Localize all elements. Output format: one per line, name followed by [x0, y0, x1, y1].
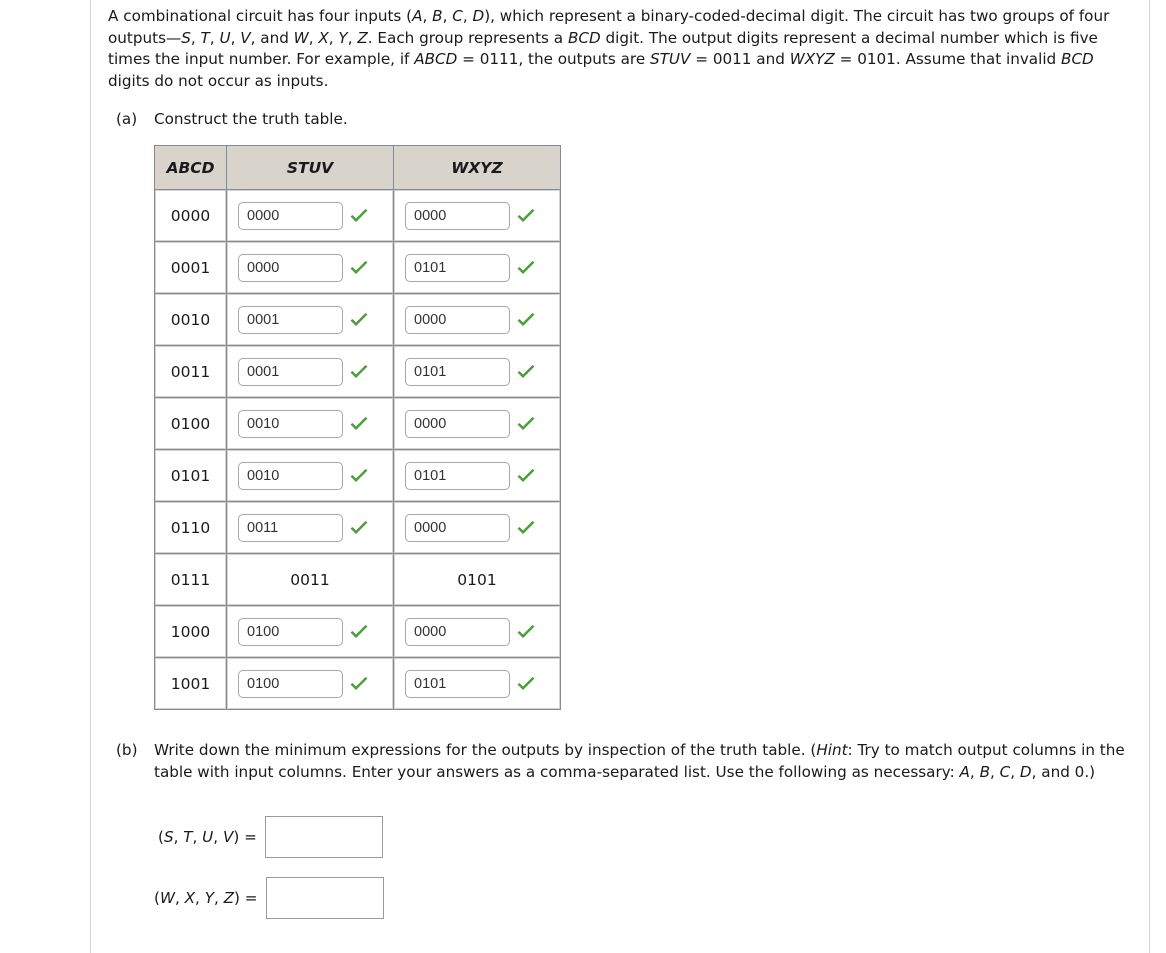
stuv-answer-input[interactable]: 0000 — [238, 202, 343, 230]
input-abcd-cell: 0101 — [155, 450, 227, 502]
wxyz-cell — [394, 606, 561, 658]
stuv-answer-input[interactable]: 0100 — [238, 670, 343, 698]
stuv-expression-input[interactable] — [265, 816, 383, 858]
checkmark-icon — [516, 260, 536, 276]
stuv-expression-row — [158, 816, 383, 858]
checkmark-icon — [516, 520, 536, 536]
problem-statement: A combinational circuit has four inputs (A, B, C, D), which represent a binary-coded-decimal digit. The circuit has two groups of four outputs—S, T, U, V, and W, X, Y, Z. Each group represents a BCD digit. The output digits represent a decimal number which is five times the input number. For example, if ABCD = 0111, the outputs are STUV = 0011 and WXYZ = 0101. Assume that invalid BCD digits do not occur as inputs. — [108, 7, 1110, 90]
input-abcd-cell: 0110 — [155, 502, 227, 554]
checkmark-icon — [516, 468, 536, 484]
table-row — [155, 450, 561, 502]
wxyz-expression-input[interactable] — [266, 877, 384, 919]
checkmark-icon — [516, 208, 536, 224]
checkmark-icon — [349, 312, 369, 328]
checkmark-icon — [516, 624, 536, 640]
stuv-expression-label: (S, T, U, V) = — [158, 828, 257, 846]
table-row — [155, 554, 561, 606]
wxyz-cell — [394, 658, 561, 710]
checkmark-icon — [349, 468, 369, 484]
part-b — [116, 740, 1136, 783]
table-row — [155, 294, 561, 346]
stuv-cell — [227, 190, 394, 242]
stuv-answer-input[interactable]: 0001 — [238, 306, 343, 334]
checkmark-icon — [516, 676, 536, 692]
wxyz-cell — [394, 502, 561, 554]
table-row — [155, 346, 561, 398]
header-stuv: STUV — [227, 146, 394, 190]
wxyz-answer-input[interactable]: 0000 — [405, 514, 510, 542]
wxyz-answer-input[interactable]: 0000 — [405, 202, 510, 230]
table-header-row — [155, 146, 561, 190]
checkmark-icon — [349, 416, 369, 432]
input-abcd-cell: 1000 — [155, 606, 227, 658]
truth-table — [154, 145, 561, 710]
stuv-given-value: 0011 — [227, 554, 394, 606]
stuv-answer-input[interactable]: 0000 — [238, 254, 343, 282]
stuv-answer-input[interactable]: 0010 — [238, 410, 343, 438]
stuv-cell — [227, 502, 394, 554]
stuv-answer-input[interactable]: 0010 — [238, 462, 343, 490]
part-b-label: (b) — [116, 741, 138, 759]
checkmark-icon — [349, 208, 369, 224]
input-abcd-cell: 0001 — [155, 242, 227, 294]
wxyz-answer-input[interactable]: 0101 — [405, 670, 510, 698]
header-wxyz: WXYZ — [394, 146, 561, 190]
input-abcd-cell: 0100 — [155, 398, 227, 450]
stuv-cell — [227, 450, 394, 502]
stuv-answer-input[interactable]: 0001 — [238, 358, 343, 386]
input-abcd-cell: 1001 — [155, 658, 227, 710]
header-abcd: ABCD — [155, 146, 227, 190]
input-abcd-cell: 0000 — [155, 190, 227, 242]
checkmark-icon — [349, 364, 369, 380]
stuv-cell — [227, 242, 394, 294]
checkmark-icon — [349, 624, 369, 640]
table-row — [155, 190, 561, 242]
wxyz-answer-input[interactable]: 0101 — [405, 254, 510, 282]
checkmark-icon — [516, 416, 536, 432]
wxyz-answer-input[interactable]: 0000 — [405, 618, 510, 646]
table-row — [155, 398, 561, 450]
checkmark-icon — [516, 312, 536, 328]
wxyz-answer-input[interactable]: 0101 — [405, 358, 510, 386]
wxyz-cell — [394, 398, 561, 450]
stuv-cell — [227, 294, 394, 346]
checkmark-icon — [349, 520, 369, 536]
table-row — [155, 658, 561, 710]
wxyz-cell — [394, 242, 561, 294]
table-row — [155, 606, 561, 658]
content-frame-left — [90, 0, 91, 953]
table-row — [155, 242, 561, 294]
stuv-cell — [227, 346, 394, 398]
stuv-cell — [227, 398, 394, 450]
wxyz-answer-input[interactable]: 0101 — [405, 462, 510, 490]
stuv-cell — [227, 658, 394, 710]
stuv-answer-input[interactable]: 0100 — [238, 618, 343, 646]
wxyz-cell — [394, 450, 561, 502]
input-abcd-cell: 0111 — [155, 554, 227, 606]
wxyz-expression-row — [154, 877, 384, 919]
table-row — [155, 502, 561, 554]
part-a-text: Construct the truth table. — [154, 110, 348, 128]
wxyz-answer-input[interactable]: 0000 — [405, 306, 510, 334]
checkmark-icon — [516, 364, 536, 380]
checkmark-icon — [349, 260, 369, 276]
input-abcd-cell: 0011 — [155, 346, 227, 398]
part-a-label: (a) — [116, 110, 138, 128]
checkmark-icon — [349, 676, 369, 692]
stuv-cell — [227, 606, 394, 658]
part-a — [116, 109, 348, 130]
input-abcd-cell: 0010 — [155, 294, 227, 346]
wxyz-answer-input[interactable]: 0000 — [405, 410, 510, 438]
stuv-answer-input[interactable]: 0011 — [238, 514, 343, 542]
part-b-text: Write down the minimum expressions for the outputs by inspection of the truth table. (Hint: Try to match output columns in the table with input columns. Enter your answers as a comma-separated list. Use the following as necessary: A, B, C, D, and 0.) — [154, 741, 1125, 781]
wxyz-given-value: 0101 — [394, 554, 561, 606]
wxyz-cell — [394, 294, 561, 346]
wxyz-cell — [394, 190, 561, 242]
content-frame-right — [1149, 0, 1150, 953]
wxyz-cell — [394, 346, 561, 398]
wxyz-expression-label: (W, X, Y, Z) = — [154, 889, 258, 907]
